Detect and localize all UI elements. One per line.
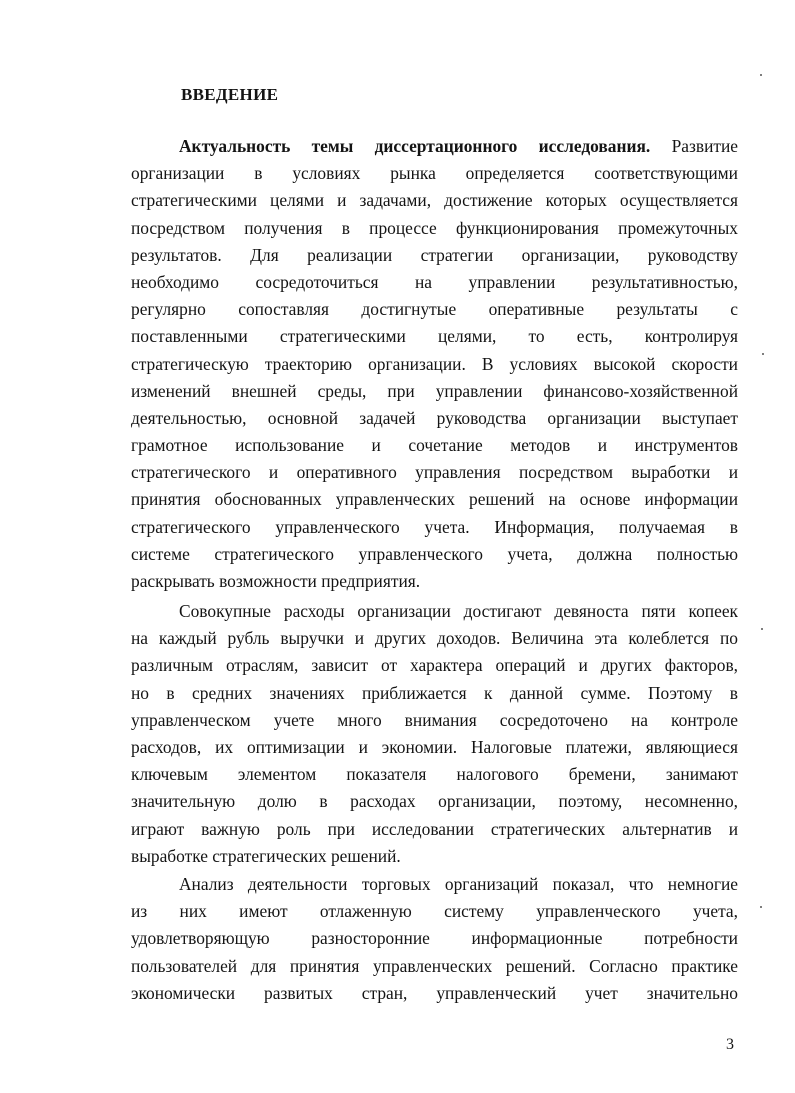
paragraph-line: посредством получения в процессе функционирования промежуточных	[131, 217, 738, 238]
paragraph-expenses	[131, 598, 738, 870]
paragraph-line: управленческом учете много внимания сосредоточено на контроле	[131, 709, 738, 730]
scan-speck	[760, 906, 762, 908]
page-number: 3	[726, 1036, 734, 1053]
scan-speck	[761, 628, 763, 630]
paragraph-line: раскрывать возможности предприятия.	[131, 571, 421, 591]
paragraph-line: значительную долю в расходах организации, поэтому, несомненно,	[131, 791, 738, 812]
paragraph-line: Анализ деятельности торговых организаций показал, что немногие	[179, 874, 738, 894]
scan-speck	[762, 353, 764, 355]
paragraph-line: на каждый рубль выручки и других доходов. Величина эта колеблется по	[131, 628, 738, 649]
paragraph-line: играют важную роль при исследовании стратегических альтернатив и	[131, 818, 738, 839]
section-heading: ВВЕДЕНИЕ	[181, 85, 279, 104]
paragraph-line: системе стратегического управленческого учета, должна полностью	[131, 543, 738, 564]
paragraph-line: стратегическими целями и задачами, достижение которых осуществляется	[131, 190, 738, 211]
paragraph-line: принятия обоснованных управленческих решений на основе информации	[131, 489, 738, 510]
paragraph-analysis	[131, 871, 738, 1007]
paragraph-line: из них имеют отлаженную систему управленческого учета,	[131, 901, 738, 922]
paragraph-lead: Актуальность темы диссертационного исследования.	[179, 136, 651, 156]
paragraph-line: изменений внешней среды, при управлении финансово-хозяйственной	[131, 380, 738, 401]
paragraph-line: различным отраслям, зависит от характера операций и других факторов,	[131, 655, 738, 676]
paragraph-line: стратегическую траекторию организации. В условиях высокой скорости	[131, 353, 738, 374]
paragraph-line: ключевым элементом показателя налогового бремени, занимают	[131, 764, 738, 785]
paragraph-line: пользователей для принятия управленческих решений. Согласно практике	[131, 955, 738, 976]
paragraph-lead-rest: Развитие	[671, 136, 738, 156]
paragraph-line: регулярно сопоставляя достигнутые оперативные результаты с	[131, 299, 738, 320]
paragraph-line: грамотное использование и сочетание методов и инструментов	[131, 435, 738, 456]
paragraph-line: необходимо сосредоточиться на управлении результативностью,	[131, 271, 738, 292]
paragraph-line: но в средних значениях приближается к данной сумме. Поэтому в	[131, 682, 738, 703]
paragraph-line: деятельностью, основной задачей руководства организации выступает	[131, 407, 738, 428]
paragraph-line: экономически развитых стран, управленческий учет значительно	[131, 982, 738, 1003]
paragraph-line: стратегического управленческого учета. Информация, получаемая в	[131, 516, 738, 537]
paragraph-line: выработке стратегических решений.	[131, 845, 401, 866]
scan-speck	[760, 74, 762, 76]
paragraph-line: результатов. Для реализации стратегии организации, руководству	[131, 244, 738, 265]
paragraph-line: стратегического и оперативного управления посредством выработки и	[131, 462, 738, 483]
paragraph-line: Совокупные расходы организации достигают девяноста пяти копеек	[179, 601, 738, 621]
paragraph-line: организации в условиях рынка определяется соответствующими	[131, 163, 738, 184]
paragraph-line: удовлетворяющую разносторонние информационные потребности	[131, 928, 738, 949]
paragraph-relevance	[131, 133, 738, 595]
paragraph-line	[131, 133, 738, 160]
paragraph-line: расходов, их оптимизации и экономии. Налоговые платежи, являющиеся	[131, 736, 738, 757]
paragraph-line: поставленными стратегическими целями, то есть, контролируя	[131, 326, 738, 347]
